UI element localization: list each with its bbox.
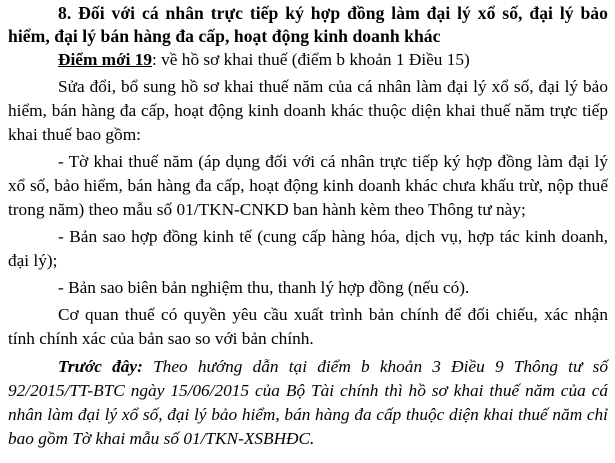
previous-text: Theo hướng dẫn tại điểm b khoản 3 Điều 9 Thông tư số 92/2015/TT-BTC ngày 15/06/2015 của Bộ Tài chính thì hồ sơ khai thuế năm của cá nhân làm đại lý xổ số, đại lý bảo hiểm, bán hàng đa cấp thuộc diện khai thuế năm chỉ bao gồm Tờ khai mẫu số 01/TKN-XSBHĐC. [8, 357, 608, 448]
paragraph-tax-authority: Cơ quan thuế có quyền yêu cầu xuất trình bản chính để đối chiếu, xác nhận tính chính xác của bản sao so với bản chính. [8, 305, 608, 348]
paragraph-intro: Sửa đổi, bổ sung hồ sơ khai thuế năm của cá nhân làm đại lý xổ số, đại lý bảo hiểm, bán hàng đa cấp, hoạt động kinh doanh khác thuộc diện khai thuế năm trực tiếp khai thuế bao gồm: [8, 77, 608, 144]
document-page [8, 2, 608, 451]
previous-label: Trước đây: [58, 357, 143, 376]
new-point-text: : về hồ sơ khai thuế (điểm b khoản 1 Điều 15) [152, 50, 470, 69]
list-item-contract-copy: - Bản sao hợp đồng kinh tế (cung cấp hàng hóa, dịch vụ, hợp tác kinh doanh, đại lý); [8, 227, 608, 270]
new-point-label: Điểm mới 19 [58, 50, 153, 69]
section-heading: 8. Đối với cá nhân trực tiếp ký hợp đồng làm đại lý xổ số, đại lý bảo hiểm, đại lý bán hàng đa cấp, hoạt động kinh doanh khác [8, 3, 608, 46]
list-item-acceptance-copy: - Bản sao biên bản nghiệm thu, thanh lý hợp đồng (nếu có). [58, 278, 470, 297]
new-point-line [8, 48, 608, 72]
list-item-tax-return: - Tờ khai thuế năm (áp dụng đối với cá nhân trực tiếp ký hợp đồng làm đại lý xổ số, bảo hiểm, bán hàng đa cấp, hoạt động kinh doanh khác chưa khấu trừ, nộp thuế trong năm) theo mẫu số 01/TKN-CNKD ban hành kèm theo Thông tư này; [8, 152, 608, 219]
previous-regulation [8, 355, 608, 451]
